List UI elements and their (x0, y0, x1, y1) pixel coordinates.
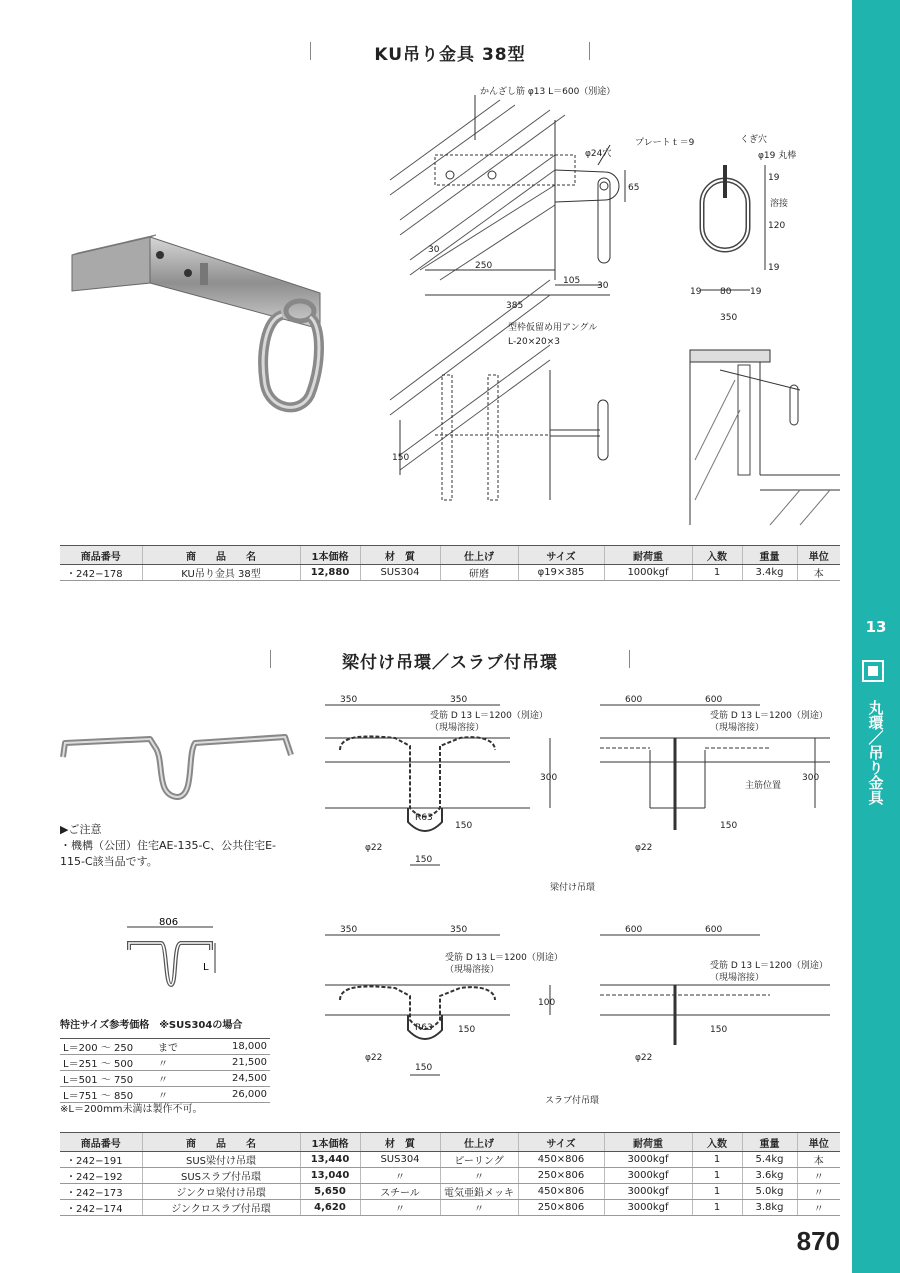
text-label: 150 (458, 1025, 476, 1035)
chapter-label: 丸環／吊り金具 (866, 700, 885, 805)
label-hole: φ24穴 (585, 149, 612, 159)
spec-table-1 (60, 545, 840, 581)
ku-hanger-drawing (380, 80, 850, 530)
text-label: φ22 (365, 843, 383, 853)
ref-note: ※L＝200mm未満は製作不可。 (60, 1104, 203, 1115)
text-label: 21,500 (200, 1055, 270, 1071)
text-label: 3.6kg (742, 1168, 797, 1184)
caution-body: ・機構（公団）住宅AE-135-C、公共住宅E-115-C該当品です。 (60, 839, 277, 868)
cell: 本 (797, 565, 840, 581)
text-label: 1本価格 (300, 1133, 360, 1152)
label-dim-80: 80 (720, 287, 732, 297)
label-rebar: かんざし筋 φ13 L＝600（別途） (480, 87, 616, 97)
text-label: 450×806 (518, 1152, 604, 1168)
table-row (60, 1071, 270, 1087)
text-label: 〃 (797, 1168, 840, 1184)
cell: φ19×385 (518, 565, 604, 581)
text-label: 350 (340, 695, 358, 705)
slab-caption: スラブ付吊環 (545, 1096, 600, 1106)
cell: 研磨 (440, 565, 518, 581)
text-label: L＝251 〜 500 (60, 1055, 155, 1071)
text-label: 材 質 (360, 1133, 440, 1152)
label-dim-19a: 19 (768, 173, 780, 183)
cell: SUS304 (360, 565, 440, 581)
text-label: （現場溶接） (445, 965, 500, 975)
cell: 12,880 (300, 565, 360, 581)
col-header: 入数 (692, 546, 742, 565)
text-label: ・242−192 (60, 1168, 142, 1184)
text-label: 1 (692, 1152, 742, 1168)
caution-title: ▶ご注意 (60, 823, 102, 836)
cell: KU吊り金具 38型 (142, 565, 300, 581)
size-diagram (115, 915, 225, 995)
text-label: ピーリング (440, 1152, 518, 1168)
text-label: 〃 (155, 1071, 200, 1087)
text-label: 受筋 D 13 L＝1200（別途） (710, 961, 828, 971)
text-label: （現場溶接） (430, 723, 485, 733)
col-header: 単位 (797, 546, 840, 565)
beam-caption: 梁付け吊環 (550, 883, 596, 893)
text-label: 仕上げ (440, 1133, 518, 1152)
label-wedge-hole: くぎ穴 (740, 135, 768, 145)
text-label: 13,440 (300, 1152, 360, 1168)
cell: 1 (692, 565, 742, 581)
text-label: 〃 (360, 1200, 440, 1216)
beam-ring-drawing (310, 690, 850, 895)
text-label: （現場溶接） (710, 723, 765, 733)
text-label: ジンクロスラブ付吊環 (142, 1200, 300, 1216)
text-label: スチール (360, 1184, 440, 1200)
text-label: 24,500 (200, 1071, 270, 1087)
text-label: 本 (797, 1152, 840, 1168)
table-header-row (60, 1133, 840, 1152)
text-label: 4,620 (300, 1200, 360, 1216)
col-header: 仕上げ (440, 546, 518, 565)
text-label: 〃 (797, 1184, 840, 1200)
text-label: L＝751 〜 850 (60, 1087, 155, 1103)
text-label: 300 (802, 773, 820, 783)
text-label: 5,650 (300, 1184, 360, 1200)
label-weld: 溶接 (770, 199, 789, 209)
text-label: 600 (705, 925, 723, 935)
text-label: 150 (710, 1025, 728, 1035)
text-label: 150 (415, 855, 433, 865)
dim-806: 806 (159, 917, 179, 928)
chapter-square-icon (862, 660, 884, 682)
label-angle-size: L‐20×20×3 (508, 337, 560, 347)
page-number: 870 (796, 1226, 840, 1256)
text-label: 26,000 (200, 1087, 270, 1103)
text-label: 600 (625, 695, 643, 705)
text-label: 100 (538, 998, 556, 1008)
label-dim-30b: 30 (597, 281, 609, 291)
text-label: サイズ (518, 1133, 604, 1152)
table-row (60, 1184, 840, 1200)
text-label: 150 (415, 1063, 433, 1073)
text-label: 1 (692, 1168, 742, 1184)
text-label: 250×806 (518, 1200, 604, 1216)
table-row (60, 1039, 270, 1055)
text-label: 〃 (155, 1055, 200, 1071)
text-label: （現場溶接） (710, 973, 765, 983)
text-label: 1 (692, 1184, 742, 1200)
text-label: 250×806 (518, 1168, 604, 1184)
chapter-number: 13 (865, 618, 887, 636)
dim-L: L (203, 962, 209, 973)
text-label: 受筋 D 13 L＝1200（別途） (445, 953, 563, 963)
text-label: SUS梁付け吊環 (142, 1152, 300, 1168)
label-dim-350: 350 (720, 313, 738, 323)
text-label: 単位 (797, 1133, 840, 1152)
label-angle: 型枠仮留め用アングル (508, 323, 598, 333)
label-dim-150: 150 (392, 453, 410, 463)
text-label: ・242−173 (60, 1184, 142, 1200)
text-label: 450×806 (518, 1184, 604, 1200)
text-label: SUS304 (360, 1152, 440, 1168)
text-label: ・242−191 (60, 1152, 142, 1168)
text-label: 〃 (440, 1168, 518, 1184)
spec-table-2 (60, 1132, 840, 1216)
text-label: 商品番号 (60, 1133, 142, 1152)
text-label: 1 (692, 1200, 742, 1216)
label-dim-120: 120 (768, 221, 786, 231)
text-label: 主筋位置 (745, 781, 782, 791)
text-label: 5.4kg (742, 1152, 797, 1168)
text-label: 300 (540, 773, 558, 783)
table-header-row (60, 546, 840, 565)
table-row (60, 1055, 270, 1071)
text-label: 〃 (440, 1200, 518, 1216)
text-label: φ22 (635, 1053, 653, 1063)
text-label: まで (155, 1039, 200, 1055)
text-label: 電気亜鉛メッキ (440, 1184, 518, 1200)
text-label: 3.8kg (742, 1200, 797, 1216)
section1-title: KU吊り金具 38型 (374, 45, 526, 65)
text-label: 〃 (155, 1087, 200, 1103)
section2-title: 梁付け吊環／スラブ付吊環 (342, 653, 558, 673)
col-header: 材 質 (360, 546, 440, 565)
text-label: 3000kgf (604, 1184, 692, 1200)
label-dim-105: 105 (563, 276, 581, 286)
text-label: ジンクロ梁付け吊環 (142, 1184, 300, 1200)
label-dim-19d: 19 (750, 287, 762, 297)
label-dim-250: 250 (475, 261, 493, 271)
text-label: 入数 (692, 1133, 742, 1152)
text-label: SUSスラブ付吊環 (142, 1168, 300, 1184)
text-label: 〃 (360, 1168, 440, 1184)
label-plate: プレートｔ＝9 (635, 138, 695, 148)
table-row (60, 565, 840, 581)
text-label: R63 (415, 813, 433, 823)
text-label: 重量 (742, 1133, 797, 1152)
col-header: 商 品 名 (142, 546, 300, 565)
col-header: 耐荷重 (604, 546, 692, 565)
text-label: L＝501 〜 750 (60, 1071, 155, 1087)
cell: 1000kgf (604, 565, 692, 581)
col-header: 重量 (742, 546, 797, 565)
text-label: ・242−174 (60, 1200, 142, 1216)
text-label: 600 (705, 695, 723, 705)
section1-title-wrap (310, 40, 590, 65)
text-label: 350 (450, 925, 468, 935)
table-row (60, 1087, 270, 1103)
text-label: 18,000 (200, 1039, 270, 1055)
ku-hanger-photo (60, 225, 340, 425)
text-label: φ22 (635, 843, 653, 853)
text-label: 3000kgf (604, 1168, 692, 1184)
table-row (60, 1168, 840, 1184)
label-dim-385: 385 (506, 301, 524, 311)
cell: ・242−178 (60, 565, 142, 581)
col-header: 商品番号 (60, 546, 142, 565)
text-label: φ22 (365, 1053, 383, 1063)
table-row (60, 1152, 840, 1168)
text-label: 350 (340, 925, 358, 935)
text-label: 150 (455, 821, 473, 831)
text-label: L＝200 〜 250 (60, 1039, 155, 1055)
text-label: R63 (415, 1023, 433, 1033)
ref-table-title: 特注サイズ参考価格 ※SUS304の場合 (60, 1020, 243, 1031)
label-round-bar: φ19 丸棒 (758, 151, 797, 161)
text-label: 13,040 (300, 1168, 360, 1184)
beam-ring-photo (55, 725, 305, 810)
text-label: 600 (625, 925, 643, 935)
ref-price-table (60, 1038, 270, 1103)
text-label: 受筋 D 13 L＝1200（別途） (430, 711, 548, 721)
side-tab (852, 0, 900, 1273)
table-row (60, 1200, 840, 1216)
text-label: 耐荷重 (604, 1133, 692, 1152)
section2-title-wrap (270, 648, 630, 673)
col-header: サイズ (518, 546, 604, 565)
cell: 3.4kg (742, 565, 797, 581)
label-dim-65: 65 (628, 183, 640, 193)
text-label: 3000kgf (604, 1152, 692, 1168)
slab-ring-drawing (310, 920, 850, 1110)
text-label: 商 品 名 (142, 1133, 300, 1152)
label-dim-30a: 30 (428, 245, 440, 255)
text-label: 3000kgf (604, 1200, 692, 1216)
text-label: 350 (450, 695, 468, 705)
col-header: 1本価格 (300, 546, 360, 565)
label-dim-19b: 19 (768, 263, 780, 273)
label-dim-19c: 19 (690, 287, 702, 297)
text-label: 受筋 D 13 L＝1200（別途） (710, 711, 828, 721)
text-label: 150 (720, 821, 738, 831)
text-label: 5.0kg (742, 1184, 797, 1200)
text-label: 〃 (797, 1200, 840, 1216)
